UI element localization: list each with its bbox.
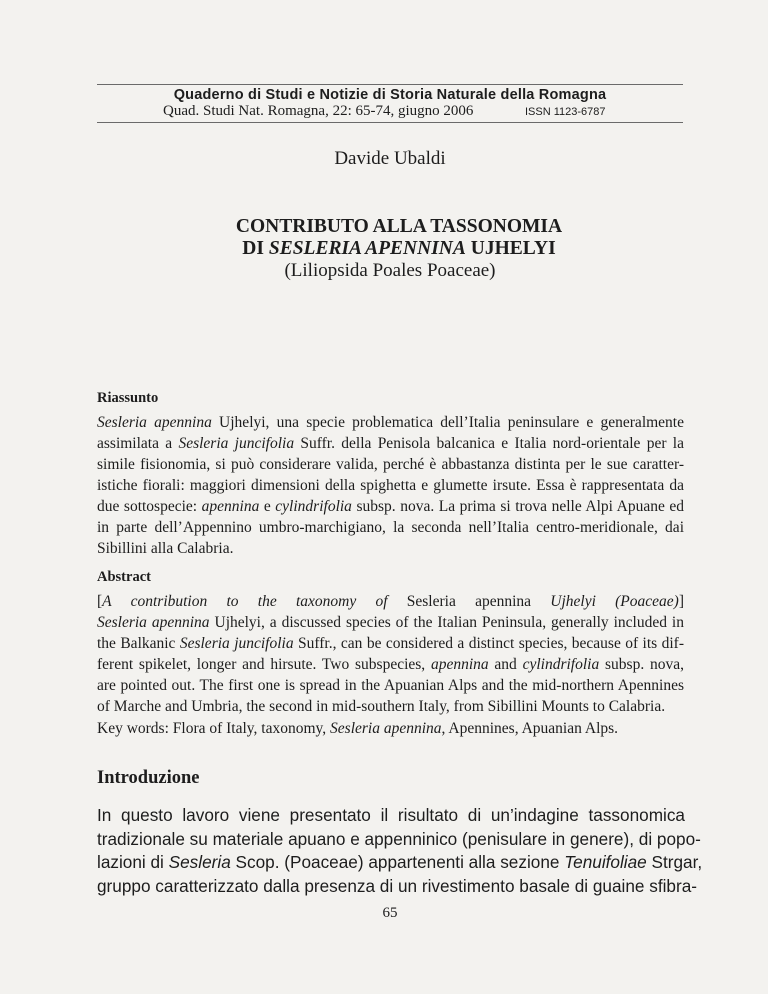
- text-run: and: [488, 656, 523, 673]
- italic-text: Sesleria juncifolia: [178, 435, 295, 452]
- text-line: [97, 612, 684, 633]
- title-suffix: UJHELYI: [465, 238, 556, 259]
- title-species: SESLERIA APENNINA: [268, 238, 466, 259]
- text-run: e: [259, 498, 276, 515]
- italic-text: Sesleria apennina: [97, 614, 210, 631]
- article-title-line-1: CONTRIBUTO ALLA TASSONOMIA: [235, 216, 563, 237]
- text-run: Ujhelyi, a discussed species of the Italian Peninsula, generally included in: [209, 614, 684, 631]
- italic-text: apennina: [201, 498, 260, 515]
- text-run: subsp. nova. La prima si trova nelle Alpi Apuane ed: [351, 498, 684, 515]
- text-run: subsp. nova,: [599, 656, 684, 673]
- italic-text: A contribution to the taxonomy of: [102, 593, 388, 610]
- abstract-text: [97, 591, 684, 717]
- italic-text: Sesleria: [168, 852, 231, 872]
- text-line: [97, 828, 701, 852]
- italic-text: Sesleria apennina: [97, 414, 212, 431]
- text-run: In questo lavoro viene presentato il risultato di un’indagine tassonomica: [97, 805, 685, 825]
- text-run: assimilata a: [97, 435, 179, 452]
- text-run: lazioni di: [97, 852, 169, 872]
- text-line: [97, 538, 684, 559]
- riassunto-text: [97, 412, 684, 559]
- text-run: ferent spikelet, longer and hirsute. Two subspecies,: [97, 656, 431, 673]
- text-run: simile fisionomia, si può considerare valida, perché è abbastanza distinta per le sue caratter-: [97, 456, 684, 473]
- text-line: [97, 496, 684, 517]
- text-line: [97, 675, 684, 696]
- text-run: Suffr., can be considered a distinct species, because of its dif-: [293, 635, 684, 652]
- italic-text: Sesleria juncifolia: [179, 635, 294, 652]
- text-run: tradizionale su materiale apuano e appenninico (penisulare in genere), di popo-: [97, 828, 701, 849]
- introduzione-text: [97, 804, 703, 898]
- text-run: Strgar,: [646, 852, 703, 872]
- italic-text: cylindrifolia: [275, 498, 352, 515]
- text-line: [97, 591, 684, 612]
- title-prefix: DI: [242, 238, 269, 259]
- text-line: [97, 654, 684, 675]
- text-line: [97, 875, 697, 899]
- text-run: [: [97, 593, 103, 610]
- text-line: [97, 633, 684, 654]
- text-line: [97, 412, 684, 433]
- italic-text: Tenuifoliae: [564, 852, 647, 872]
- text-line: [97, 454, 684, 475]
- riassunto-heading: Riassunto: [97, 390, 159, 406]
- text-run: in parte dell’Appennino umbro-marchigiano, la seconda nell’Italia centro-meridionale, dai: [97, 519, 684, 536]
- text-run: Sesleria apennina: [387, 593, 551, 610]
- keywords: [97, 718, 684, 739]
- text-run: ]: [678, 593, 684, 610]
- text-run: , Apennines, Apuanian Alps.: [441, 720, 619, 737]
- text-run: due sottospecie:: [97, 498, 202, 515]
- text-run: the Balkanic: [97, 635, 180, 652]
- abstract-heading: Abstract: [97, 569, 151, 585]
- text-run: are pointed out. The first one is spread in the Apuanian Alps and the mid-northern Apennines: [97, 677, 684, 694]
- text-run: gruppo caratterizzato dalla presenza di un rivestimento basale di guaine sfibra-: [97, 875, 697, 896]
- text-line: [97, 696, 684, 717]
- italic-text: cylindrifolia: [522, 656, 600, 673]
- text-line: [97, 718, 684, 739]
- header-top-rule: [97, 84, 683, 85]
- italic-text: Ujhelyi (Poaceae): [550, 593, 679, 610]
- introduzione-heading: Introduzione: [97, 768, 200, 788]
- text-run: Sibillini alla Calabria.: [97, 540, 234, 557]
- journal-reference: Quad. Studi Nat. Romagna, 22: 65-74, giugno 2006: [163, 103, 474, 119]
- text-line: [97, 517, 684, 538]
- text-run: Ujhelyi, una specie problematica dell’Italia peninsulare e generalmente: [211, 414, 684, 431]
- italic-text: Sesleria apennina: [330, 720, 442, 737]
- page-number: 65: [382, 905, 398, 921]
- text-line: [97, 475, 684, 496]
- text-line: [97, 851, 703, 875]
- text-run: Scop. (Poaceae) appartenenti alla sezione: [230, 852, 565, 872]
- text-line: [97, 433, 684, 454]
- issn: ISSN 1123-6787: [525, 106, 606, 118]
- text-line: [97, 804, 685, 828]
- text-run: of Marche and Umbria, the second in mid-southern Italy, from Sibillini Mounts to Calabria.: [97, 698, 666, 715]
- article-title: [168, 216, 630, 260]
- text-run: istiche fiorali: maggiori dimensioni della spighetta e glumette irsute. Essa è rappresentata da: [97, 477, 684, 494]
- italic-text: apennina: [430, 656, 489, 673]
- journal-title: Quaderno di Studi e Notizie di Storia Naturale della Romagna: [173, 87, 607, 103]
- author-name: Davide Ubaldi: [334, 148, 446, 169]
- article-subtitle: (Liliopsida Poales Poaceae): [284, 260, 496, 281]
- text-run: Suffr. della Penisola balcanica e Italia nord-orientale per la: [294, 435, 684, 452]
- article-title-line-2: [168, 238, 630, 260]
- header-bottom-rule: [97, 122, 683, 123]
- text-run: Key words: Flora of Italy, taxonomy,: [97, 720, 331, 737]
